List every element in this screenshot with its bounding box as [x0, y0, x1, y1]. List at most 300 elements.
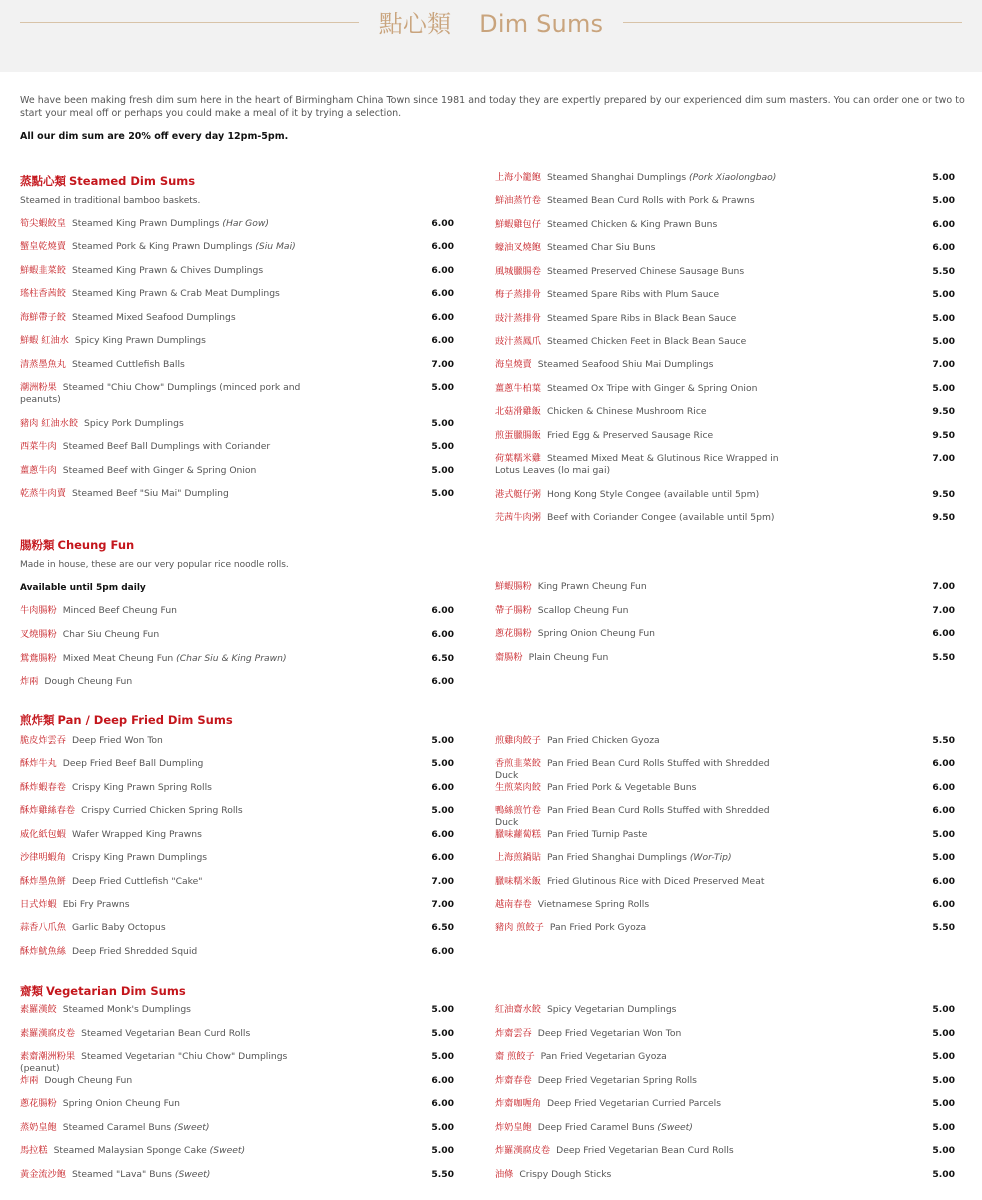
- menu-item-price: 6.00: [932, 805, 955, 816]
- menu-item-chinese-name: 酥炸牛丸: [20, 758, 57, 769]
- menu-item: [495, 652, 785, 664]
- menu-item: [495, 899, 785, 911]
- menu-item-chinese-name: 鴨絲煎竹卷: [495, 805, 541, 816]
- menu-item-name: Pan Fried Turnip Paste: [546, 829, 648, 840]
- menu-item: [495, 1075, 785, 1087]
- menu-item-chinese-name: 北菇滑雞飯: [495, 406, 541, 417]
- menu-item: [20, 382, 320, 406]
- menu-item-name: Spicy Vegetarian Dumplings: [546, 1004, 677, 1015]
- menu-item-chinese-name: 蔥花腸粉: [20, 1098, 57, 1109]
- menu-item-price: 6.00: [431, 782, 454, 793]
- menu-item-price: 6.00: [431, 629, 454, 640]
- menu-item-name: Steamed Bean Curd Rolls with Pork & Prawns: [546, 195, 755, 206]
- menu-item-chinese-name: 黃金流沙飽: [20, 1169, 66, 1180]
- menu-item-name: Spicy King Prawn Dumplings: [74, 335, 206, 346]
- menu-item-name: Steamed Malaysian Sponge Cake: [53, 1145, 207, 1156]
- section-title-en: Vegetarian Dim Sums: [46, 984, 186, 998]
- menu-item-name: Steamed Ox Tripe with Ginger & Spring Onion: [546, 383, 758, 394]
- menu-item-price: 5.00: [932, 1051, 955, 1062]
- menu-item-chinese-name: 炸齋春卷: [495, 1075, 532, 1086]
- menu-item-price: 5.00: [932, 289, 955, 300]
- menu-item-chinese-name: 臘味蘿蔔糕: [495, 829, 541, 840]
- menu-item: [495, 1098, 785, 1110]
- menu-item-name: Steamed Spare Ribs with Plum Sauce: [546, 289, 720, 300]
- menu-item-name: Ebi Fry Prawns: [62, 899, 130, 910]
- menu-item-name: Steamed Beef with Ginger & Spring Onion: [62, 465, 257, 476]
- menu-item-price: 5.50: [932, 652, 955, 663]
- menu-item-price: 5.00: [431, 382, 454, 393]
- menu-item-chinese-name: 齋 煎餃子: [495, 1051, 535, 1062]
- menu-item-name: King Prawn Cheung Fun: [537, 581, 647, 592]
- menu-item-chinese-name: 豉汁蒸鳳爪: [495, 336, 541, 347]
- menu-item-name: Garlic Baby Octopus: [71, 922, 166, 933]
- menu-item-price: 6.00: [431, 676, 454, 687]
- menu-item-name: Steamed Mixed Meat & Glutinous Rice Wrapped in Lotus Leaves (lo mai gai): [495, 453, 779, 476]
- menu-item-price: 6.00: [431, 605, 454, 616]
- menu-item-chinese-name: 紅油齋水餃: [495, 1004, 541, 1015]
- menu-item-chinese-name: 素羅漢腐皮卷: [20, 1028, 76, 1039]
- menu-item-price: 7.00: [932, 605, 955, 616]
- menu-item-chinese-name: 生煎菜肉餃: [495, 782, 541, 793]
- menu-item-name: Pan Fried Shanghai Dumplings: [546, 852, 687, 863]
- menu-item: [495, 876, 785, 888]
- menu-item-name: Spring Onion Cheung Fun: [62, 1098, 181, 1109]
- menu-item-name: Steamed Beef Ball Dumplings with Coriander: [62, 441, 271, 452]
- menu-item-chinese-name: 炸兩: [20, 1075, 39, 1086]
- menu-item-name: Deep Fried Vegetarian Spring Rolls: [537, 1075, 697, 1086]
- section-title-zh: 煎炸類: [20, 713, 55, 727]
- menu-item: [495, 242, 785, 254]
- menu-item-chinese-name: 叉燒腸粉: [20, 629, 57, 640]
- menu-item-name: Pan Fried Bean Curd Rolls Stuffed with Shredded Duck: [495, 758, 770, 781]
- menu-item: [495, 313, 785, 325]
- menu-item: [495, 383, 785, 395]
- menu-item: [20, 418, 320, 430]
- menu-item-price: 5.00: [431, 465, 454, 476]
- menu-item-price: 6.00: [431, 288, 454, 299]
- menu-item-chinese-name: 港式艇仔粥: [495, 489, 541, 500]
- menu-item-name: Steamed Preserved Chinese Sausage Buns: [546, 266, 745, 277]
- menu-item-price: 6.00: [932, 899, 955, 910]
- menu-item-chinese-name: 蒜香八爪魚: [20, 922, 66, 933]
- menu-item-chinese-name: 風城臘腸卷: [495, 266, 541, 277]
- menu-item-name: Mixed Meat Cheung Fun: [62, 653, 174, 664]
- menu-item-name: Crispy Curried Chicken Spring Rolls: [81, 805, 243, 816]
- menu-item: [495, 605, 785, 617]
- menu-item-name: Deep Fried Vegetarian Bean Curd Rolls: [556, 1145, 734, 1156]
- menu-item-chinese-name: 清蒸墨魚丸: [20, 359, 66, 370]
- menu-item-price: 5.00: [932, 336, 955, 347]
- menu-item-price: 5.00: [431, 1004, 454, 1015]
- menu-item-name: Dough Cheung Fun: [44, 1075, 133, 1086]
- menu-item: [495, 336, 785, 348]
- menu-item: [495, 1004, 785, 1016]
- menu-item-chinese-name: 煎蛋臘腸飯: [495, 430, 541, 441]
- menu-item-note: (Har Gow): [222, 218, 270, 229]
- menu-item: [495, 922, 785, 934]
- menu-item-price: 7.00: [932, 453, 955, 464]
- section-title-en: Steamed Dim Sums: [69, 174, 196, 188]
- section-title-veg: [20, 983, 186, 999]
- section-title-en: Cheung Fun: [57, 538, 135, 552]
- menu-item-name: Steamed Caramel Buns: [62, 1122, 172, 1133]
- menu-item-chinese-name: 蟹皇乾燒賣: [20, 241, 66, 252]
- section-title-cheung: [20, 537, 134, 553]
- menu-item-chinese-name: 牛肉腸粉: [20, 605, 57, 616]
- menu-item-chinese-name: 油條: [495, 1169, 514, 1180]
- menu-item-chinese-name: 沙律明蝦角: [20, 852, 66, 863]
- menu-item-price: 5.00: [932, 1098, 955, 1109]
- menu-item: [20, 1028, 320, 1040]
- menu-item: [495, 195, 785, 207]
- menu-item-note: (Char Siu & King Prawn): [176, 653, 287, 664]
- menu-item-name: Steamed Char Siu Buns: [546, 242, 656, 253]
- menu-item: [20, 335, 320, 347]
- menu-item: [495, 1051, 785, 1063]
- menu-item: [20, 312, 320, 324]
- menu-item-name: Deep Fried Caramel Buns: [537, 1122, 655, 1133]
- menu-item: [20, 946, 320, 958]
- menu-item-price: 6.00: [932, 782, 955, 793]
- menu-item-price: 5.00: [431, 1145, 454, 1156]
- menu-item: [20, 359, 320, 371]
- menu-item-chinese-name: 瑤柱香茜餃: [20, 288, 66, 299]
- menu-item-name: Steamed Seafood Shiu Mai Dumplings: [537, 359, 714, 370]
- menu-item-name: Deep Fried Cuttlefish "Cake": [71, 876, 203, 887]
- menu-item-price: 6.00: [431, 1098, 454, 1109]
- menu-item-price: 5.00: [932, 172, 955, 183]
- menu-item-name: Steamed Pork & King Prawn Dumplings: [71, 241, 253, 252]
- menu-item-price: 6.00: [431, 829, 454, 840]
- menu-item-price: 5.00: [932, 1028, 955, 1039]
- menu-item-name: Crispy King Prawn Dumplings: [71, 852, 208, 863]
- menu-item-name: Steamed "Chiu Chow" Dumplings (minced pork and peanuts): [20, 382, 301, 405]
- menu-item: [20, 829, 320, 841]
- menu-item-chinese-name: 帶子腸粉: [495, 605, 532, 616]
- menu-item-price: 5.00: [431, 1028, 454, 1039]
- menu-item-chinese-name: 乾蒸牛肉賣: [20, 488, 66, 499]
- menu-item-chinese-name: 越南春卷: [495, 899, 532, 910]
- menu-item-chinese-name: 芫茜牛肉粥: [495, 512, 541, 523]
- section-note: Made in house, these are our very popular rice noodle rolls.: [20, 560, 289, 570]
- menu-item-price: 6.00: [431, 335, 454, 346]
- menu-item-chinese-name: 素羅漢餃: [20, 1004, 57, 1015]
- menu-item: [495, 581, 785, 593]
- menu-item-chinese-name: 鮮油蒸竹卷: [495, 195, 541, 206]
- menu-item-price: 5.00: [431, 1051, 454, 1062]
- menu-item-chinese-name: 臘味糯米飯: [495, 876, 541, 887]
- menu-item: [20, 852, 320, 864]
- menu-item-chinese-name: 酥炸蝦春卷: [20, 782, 66, 793]
- menu-item-chinese-name: 上海煎鍋貼: [495, 852, 541, 863]
- menu-item-price: 5.00: [932, 829, 955, 840]
- menu-item-price: 6.50: [431, 653, 454, 664]
- menu-item-price: 5.00: [932, 1122, 955, 1133]
- menu-item-name: Crispy Dough Sticks: [519, 1169, 612, 1180]
- menu-item: [495, 219, 785, 231]
- menu-item-chinese-name: 潮洲粉果: [20, 382, 57, 393]
- promo-text: All our dim sum are 20% off every day 12pm-5pm.: [20, 131, 289, 142]
- menu-item-chinese-name: 炸齋咖喱角: [495, 1098, 541, 1109]
- menu-item-chinese-name: 齋腸粉: [495, 652, 523, 663]
- menu-item-name: Steamed Beef "Siu Mai" Dumpling: [71, 488, 229, 499]
- menu-item-price: 9.50: [932, 489, 955, 500]
- menu-item-name: Steamed Monk's Dumplings: [62, 1004, 191, 1015]
- menu-item-price: 5.50: [932, 266, 955, 277]
- menu-item-name: Pan Fried Bean Curd Rolls Stuffed with Shredded Duck: [495, 805, 770, 828]
- menu-item-chinese-name: 鮮蝦韭菜餃: [20, 265, 66, 276]
- menu-item-price: 5.00: [932, 313, 955, 324]
- menu-item-chinese-name: 炸齋雲吞: [495, 1028, 532, 1039]
- menu-item-note: (Siu Mai): [255, 241, 296, 252]
- menu-item-name: Plain Cheung Fun: [528, 652, 609, 663]
- menu-item-chinese-name: 素齋潮洲粉果: [20, 1051, 76, 1062]
- menu-item-chinese-name: 酥炸魷魚絲: [20, 946, 66, 957]
- menu-item-price: 6.00: [932, 242, 955, 253]
- menu-item-name: Steamed Chicken & King Prawn Buns: [546, 219, 718, 230]
- menu-item-name: Deep Fried Beef Ball Dumpling: [62, 758, 204, 769]
- menu-item-price: 9.50: [932, 430, 955, 441]
- menu-item-name: Steamed King Prawn & Crab Meat Dumplings: [71, 288, 280, 299]
- menu-item-name: Deep Fried Vegetarian Curried Parcels: [546, 1098, 722, 1109]
- menu-item: [20, 782, 320, 794]
- section-title-steamed: [20, 173, 195, 189]
- menu-item: [20, 465, 320, 477]
- menu-item-name: Beef with Coriander Congee (available until 5pm): [546, 512, 775, 523]
- menu-item-note: (Pork Xiaolongbao): [689, 172, 777, 183]
- menu-item: [495, 266, 785, 278]
- menu-item-name: Fried Glutinous Rice with Diced Preserved Meat: [546, 876, 765, 887]
- menu-item-chinese-name: 脆皮炸雲吞: [20, 735, 66, 746]
- section-title-zh: 腸粉類: [20, 538, 55, 552]
- menu-item: [20, 1051, 320, 1075]
- menu-item-name: Pan Fried Pork Gyoza: [549, 922, 647, 933]
- menu-item-chinese-name: 海鮮帶子餃: [20, 312, 66, 323]
- menu-item-price: 6.00: [431, 265, 454, 276]
- menu-item: [20, 876, 320, 888]
- menu-item-chinese-name: 鮮蝦雞包仔: [495, 219, 541, 230]
- menu-item-price: 5.00: [932, 195, 955, 206]
- menu-item-name: Fried Egg & Preserved Sausage Rice: [546, 430, 714, 441]
- menu-item-chinese-name: 日式炸蝦: [20, 899, 57, 910]
- menu-item-price: 5.00: [431, 1122, 454, 1133]
- menu-item: [20, 1075, 320, 1087]
- menu-item-name: Steamed Shanghai Dumplings: [546, 172, 687, 183]
- menu-item: [495, 406, 785, 418]
- menu-item-note: (Sweet): [209, 1145, 246, 1156]
- menu-item-chinese-name: 煎雞肉餃子: [495, 735, 541, 746]
- menu-item: [20, 265, 320, 277]
- menu-item: [495, 489, 785, 501]
- section-title-en: Pan / Deep Fried Dim Sums: [57, 713, 233, 727]
- menu-item-price: 9.50: [932, 512, 955, 523]
- menu-item-chinese-name: 豬肉 煎餃子: [495, 922, 544, 933]
- menu-item-price: 5.00: [431, 418, 454, 429]
- menu-item: [20, 1122, 320, 1134]
- menu-item-name: Hong Kong Style Congee (available until 5pm): [546, 489, 760, 500]
- menu-item-note: (Sweet): [657, 1122, 693, 1133]
- section-availability-note: Available until 5pm daily: [20, 583, 146, 593]
- menu-item-note: (Wor-Tip): [689, 852, 732, 863]
- menu-item: [20, 899, 320, 911]
- menu-item-chinese-name: 炸羅漢腐皮卷: [495, 1145, 551, 1156]
- menu-item-price: 5.00: [932, 1004, 955, 1015]
- menu-item-name: Steamed Mixed Seafood Dumplings: [71, 312, 236, 323]
- menu-item-chinese-name: 蔥花腸粉: [495, 628, 532, 639]
- menu-item: [495, 852, 785, 864]
- menu-item-price: 6.00: [431, 946, 454, 957]
- menu-item: [20, 605, 320, 617]
- menu-item-name: Deep Fried Shredded Squid: [71, 946, 198, 957]
- menu-item: [495, 735, 785, 747]
- menu-item: [495, 829, 785, 841]
- menu-item-name: Vietnamese Spring Rolls: [537, 899, 650, 910]
- menu-item: [20, 1098, 320, 1110]
- menu-item-name: Scallop Cheung Fun: [537, 605, 629, 616]
- menu-item-name: Deep Fried Won Ton: [71, 735, 163, 746]
- menu-item: [495, 359, 785, 371]
- menu-item-price: 6.00: [431, 312, 454, 323]
- menu-item-price: 6.00: [932, 628, 955, 639]
- section-title-fried: [20, 712, 233, 728]
- menu-item-price: 6.00: [932, 876, 955, 887]
- section-title-zh: 蒸點心類: [20, 174, 66, 188]
- menu-item-name: Steamed Vegetarian Bean Curd Rolls: [81, 1028, 251, 1039]
- menu-item-chinese-name: 鮮蝦 紅油水: [20, 335, 69, 346]
- menu-item-chinese-name: 威化紙包蝦: [20, 829, 66, 840]
- menu-item-price: 6.00: [932, 219, 955, 230]
- menu-item-price: 5.00: [431, 441, 454, 452]
- menu-item-chinese-name: 西菜牛肉: [20, 441, 57, 452]
- menu-item-price: 9.50: [932, 406, 955, 417]
- menu-item: [495, 628, 785, 640]
- menu-item-chinese-name: 香煎韭菜餃: [495, 758, 541, 769]
- menu-item-price: 5.00: [932, 1169, 955, 1180]
- menu-item: [20, 805, 320, 817]
- menu-item-name: Pan Fried Chicken Gyoza: [546, 735, 660, 746]
- menu-item-name: Pan Fried Vegetarian Gyoza: [540, 1051, 667, 1062]
- menu-item: [20, 241, 320, 253]
- menu-item: [20, 488, 320, 500]
- menu-item-chinese-name: 薑蔥牛肉: [20, 465, 57, 476]
- menu-item-note: (Sweet): [174, 1122, 210, 1133]
- menu-item-chinese-name: 馬拉糕: [20, 1145, 48, 1156]
- menu-item: [495, 1028, 785, 1040]
- menu-item-name: Spicy Pork Dumplings: [84, 418, 184, 429]
- menu-item-price: 5.00: [431, 805, 454, 816]
- menu-item: [495, 512, 785, 524]
- menu-item-price: 7.00: [431, 899, 454, 910]
- menu-item: [20, 922, 320, 934]
- menu-item-name: Spring Onion Cheung Fun: [537, 628, 656, 639]
- menu-item: [20, 1004, 320, 1016]
- menu-item-chinese-name: 上海小籠飽: [495, 172, 541, 183]
- menu-item-name: Steamed Chicken Feet in Black Bean Sauce: [546, 336, 747, 347]
- menu-item-price: 6.50: [431, 922, 454, 933]
- section-note: Steamed in traditional bamboo baskets.: [20, 196, 201, 206]
- menu-item-chinese-name: 酥炸墨魚餅: [20, 876, 66, 887]
- menu-item: [20, 676, 320, 688]
- menu-item-price: 7.00: [431, 876, 454, 887]
- menu-item-name: Deep Fried Vegetarian Won Ton: [537, 1028, 682, 1039]
- menu-item-name: Steamed Spare Ribs in Black Bean Sauce: [546, 313, 737, 324]
- menu-item-price: 5.00: [431, 488, 454, 499]
- menu-item-name: Steamed Cuttlefish Balls: [71, 359, 185, 370]
- menu-item-price: 5.50: [932, 735, 955, 746]
- menu-item-name: Crispy King Prawn Spring Rolls: [71, 782, 212, 793]
- menu-item: [495, 430, 785, 442]
- menu-item-price: 5.00: [932, 383, 955, 394]
- menu-item-chinese-name: 蒸奶皇飽: [20, 1122, 57, 1133]
- menu-item-name: Steamed King Prawn & Chives Dumplings: [71, 265, 264, 276]
- menu-item: [495, 289, 785, 301]
- menu-item: [495, 805, 785, 829]
- menu-item-price: 6.00: [431, 218, 454, 229]
- menu-item-price: 7.00: [932, 581, 955, 592]
- menu-item-chinese-name: 梅子蒸排骨: [495, 289, 541, 300]
- menu-item: [495, 1122, 785, 1134]
- menu-item-name: Minced Beef Cheung Fun: [62, 605, 177, 616]
- menu-item-name: Char Siu Cheung Fun: [62, 629, 160, 640]
- menu-item-chinese-name: 炸兩: [20, 676, 39, 687]
- menu-item: [20, 629, 320, 641]
- menu-item-price: 5.00: [932, 1145, 955, 1156]
- menu-item-name: Pan Fried Pork & Vegetable Buns: [546, 782, 697, 793]
- menu-item-chinese-name: 薑蔥牛柏葉: [495, 383, 541, 394]
- intro-text: We have been making fresh dim sum here in the heart of Birmingham China Town since 1981 and today they are expertly prepared by our experienced dim sum masters. You can order one or two to start your meal off or perhaps you could make a meal of it by trying a selection.: [20, 95, 965, 119]
- menu-item-note: (Sweet): [174, 1169, 211, 1180]
- menu-item-name: Wafer Wrapped King Prawns: [71, 829, 202, 840]
- menu-item: [20, 758, 320, 770]
- menu-item: [20, 441, 320, 453]
- menu-item-price: 6.00: [431, 241, 454, 252]
- menu-item-chinese-name: 鴛鴦腸粉: [20, 653, 57, 664]
- menu-item-chinese-name: 蠔油叉燒飽: [495, 242, 541, 253]
- menu-item-chinese-name: 筍尖蝦餃皇: [20, 218, 66, 229]
- menu-item-name: Dough Cheung Fun: [44, 676, 133, 687]
- menu-item-name: Steamed King Prawn Dumplings: [71, 218, 220, 229]
- menu-item: [495, 1145, 785, 1157]
- menu-item: [20, 218, 320, 230]
- menu-item-price: 5.00: [431, 758, 454, 769]
- section-title-zh: 齋類: [20, 984, 43, 998]
- menu-item: [495, 453, 785, 477]
- menu-item: [20, 1145, 320, 1157]
- menu-item-chinese-name: 豉汁蒸排骨: [495, 313, 541, 324]
- menu-item-price: 7.00: [932, 359, 955, 370]
- menu-item-price: 5.00: [932, 1075, 955, 1086]
- menu-item: [20, 735, 320, 747]
- menu-item-chinese-name: 海皇燒賣: [495, 359, 532, 370]
- menu-item: [495, 782, 785, 794]
- menu-item-chinese-name: 酥炸雞絲春卷: [20, 805, 76, 816]
- menu-item-chinese-name: 荷葉糯米雞: [495, 453, 541, 464]
- menu-item-name: Chicken & Chinese Mushroom Rice: [546, 406, 707, 417]
- menu-item-price: 5.50: [932, 922, 955, 933]
- menu-item-price: 6.00: [431, 1075, 454, 1086]
- menu-item: [20, 653, 320, 665]
- menu-item-price: 6.00: [932, 758, 955, 769]
- menu-item: [495, 172, 785, 184]
- menu-item-price: 5.50: [431, 1169, 454, 1180]
- menu-item: [20, 1169, 320, 1181]
- menu-item: [495, 1169, 785, 1181]
- menu-item: [495, 758, 785, 782]
- menu-item-price: 5.00: [932, 852, 955, 863]
- menu-item-name: Steamed "Lava" Buns: [71, 1169, 172, 1180]
- menu-item-chinese-name: 豬肉 紅油水餃: [20, 418, 79, 429]
- menu-item: [20, 288, 320, 300]
